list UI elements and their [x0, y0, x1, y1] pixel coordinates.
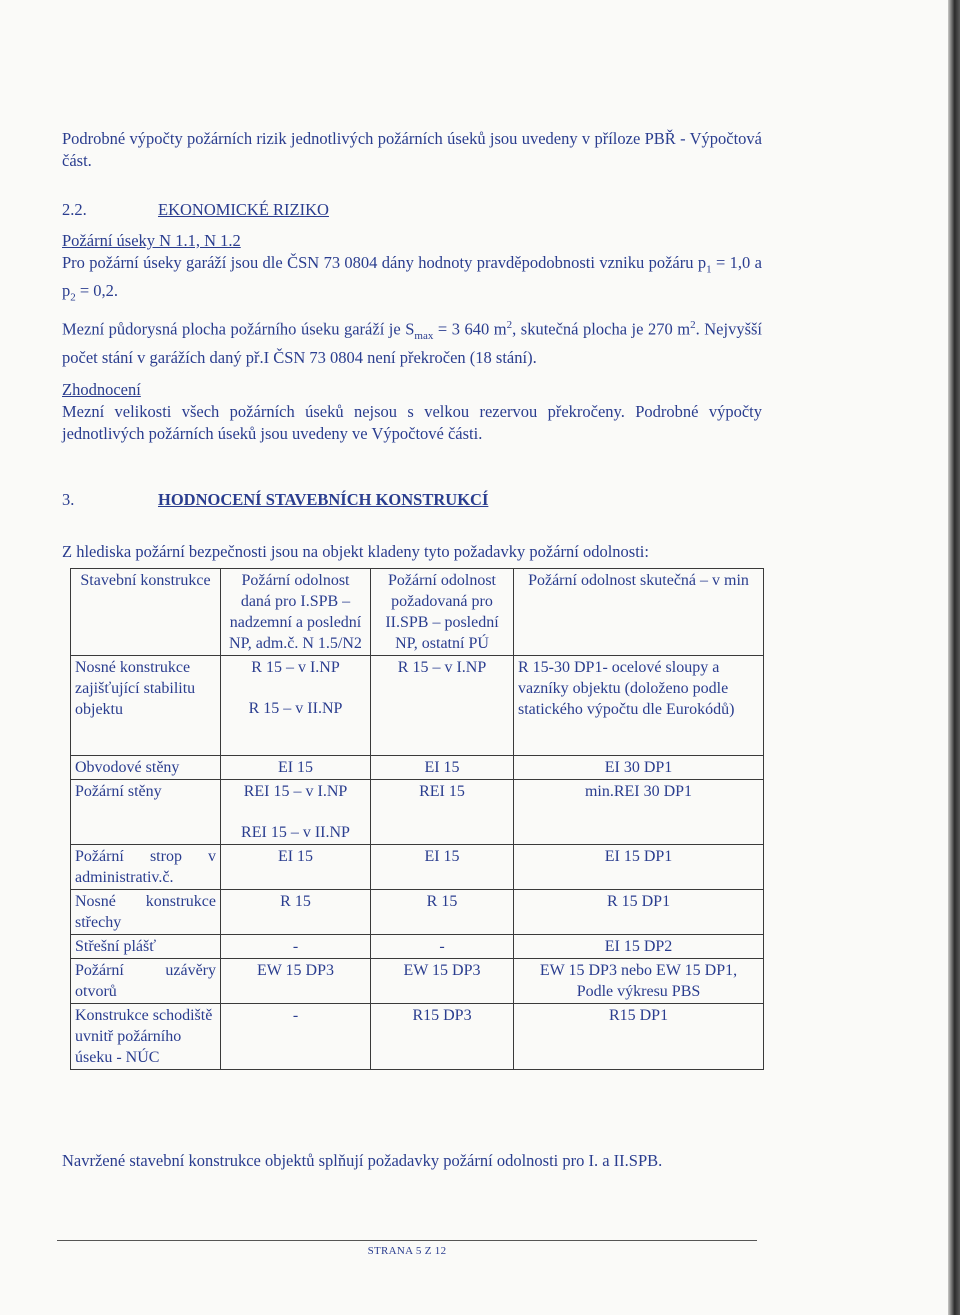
fire-sections-subheading: Požární úseky N 1.1, N 1.2	[62, 231, 241, 250]
table-row	[71, 845, 764, 890]
requirements-intro: Z hlediska požární bezpečnosti jsou na objekt kladeny tyto požadavky požární odolnosti:	[62, 542, 649, 561]
table-row	[71, 890, 764, 935]
fire-resistance-table	[70, 568, 764, 1070]
section-3-heading	[62, 490, 488, 510]
table-cell: EW 15 DP3 nebo EW 15 DP1, Podle výkresu PBS	[514, 959, 764, 1004]
table-cell: EI 15	[371, 756, 514, 780]
table-cell: EI 15	[221, 756, 371, 780]
header-cell: Požární odolnost skutečná – v min	[514, 569, 764, 656]
conclusion-paragraph: Navržené stavební konstrukce objektů splňují požadavky požární odolnosti pro I. a II.SPB.	[62, 1151, 663, 1170]
table-cell: EI 15	[371, 845, 514, 890]
header-cell: Stavební konstrukce	[71, 569, 221, 656]
table-cell: EI 15	[221, 845, 371, 890]
table-cell: Požární strop v administrativ.č.	[71, 845, 221, 890]
page-number: STRANA 5 Z 12	[367, 1245, 447, 1257]
table-cell: Nosné konstrukce zajišťující stabilitu objektu	[71, 656, 221, 756]
table-header-row	[71, 569, 764, 656]
table-cell: EI 15 DP2	[514, 935, 764, 959]
table-row	[71, 656, 764, 756]
table-cell: R 15	[371, 890, 514, 935]
header-cell: Požární odolnost požadovaná pro II.SPB – poslední NP, ostatní PÚ	[371, 569, 514, 656]
table-cell: R 15-30 DP1- ocelové sloupy a vazníky objektu (doloženo podle statického výpočtu dle Eurokódů)	[514, 656, 764, 756]
table-cell: R 15	[221, 890, 371, 935]
table-row	[71, 780, 764, 845]
table-cell: R 15 DP1	[514, 890, 764, 935]
section-2-2-heading	[62, 200, 329, 220]
table-cell: REI 15 – v I.NP REI 15 – v II.NP	[221, 780, 371, 845]
footer-divider	[57, 1240, 757, 1241]
intro-paragraph: Podrobné výpočty požárních rizik jednotlivých požárních úseků jsou uvedeny v příloze PBŘ - Výpočtová část.	[62, 129, 762, 170]
table-cell: Požární uzávěry otvorů	[71, 959, 221, 1004]
table-cell: -	[221, 1004, 371, 1070]
table-cell: REI 15	[371, 780, 514, 845]
table-row	[71, 959, 764, 1004]
table-cell: EI 15 DP1	[514, 845, 764, 890]
table-row	[71, 935, 764, 959]
header-cell: Požární odolnost daná pro I.SPB – nadzemní a poslední NP, adm.č. N 1.5/N2	[221, 569, 371, 656]
section-number: 3.	[62, 490, 75, 509]
table-cell: Nosné konstrukce střechy	[71, 890, 221, 935]
table-cell: Obvodové stěny	[71, 756, 221, 780]
section-number: 2.2.	[62, 200, 87, 219]
table-cell: R15 DP1	[514, 1004, 764, 1070]
table-cell: min.REI 30 DP1	[514, 780, 764, 845]
table-cell: EW 15 DP3	[371, 959, 514, 1004]
table-cell: Střešní plášť	[71, 935, 221, 959]
evaluation-heading: Zhodnocení	[62, 380, 141, 399]
table-cell: -	[221, 935, 371, 959]
probability-paragraph: Pro požární úseky garáží jsou dle ČSN 73 0804 dány hodnoty pravděpodobnosti vzniku požáru $p_1 = 1,0$ a $p_2 = 0,2$.	[62, 253, 762, 304]
table-cell: -	[371, 935, 514, 959]
table-cell: R15 DP3	[371, 1004, 514, 1070]
area-paragraph: Mezní půdorysná plocha požárního úseku garáží je $S_{max} = 3$ 640 $m^2$, skutečná plocha je 270 $m^2$. Nejvyšší počet stání v garážích daný př.I ČSN 73 0804 není překročen (18 stání).	[62, 319, 762, 367]
table-row	[71, 1004, 764, 1070]
table-cell: Požární stěny	[71, 780, 221, 845]
section-title: HODNOCENÍ STAVEBNÍCH KONSTRUKCÍ	[158, 490, 489, 509]
table-cell: EI 30 DP1	[514, 756, 764, 780]
scan-edge	[948, 0, 960, 1315]
evaluation-paragraph: Mezní velikosti všech požárních úseků nejsou s velkou rezervou překročeny. Podrobné výpočty jednotlivých požárních úseků jsou uvedeny ve Výpočtové části.	[62, 402, 762, 443]
table-cell: R 15 – v I.NP R 15 – v II.NP	[221, 656, 371, 756]
table-cell: R 15 – v I.NP	[371, 656, 514, 756]
table-cell: EW 15 DP3	[221, 959, 371, 1004]
table-cell: Konstrukce schodiště uvnitř požárního úseku - NÚC	[71, 1004, 221, 1070]
section-title: EKONOMICKÉ RIZIKO	[158, 200, 329, 219]
table-row	[71, 756, 764, 780]
